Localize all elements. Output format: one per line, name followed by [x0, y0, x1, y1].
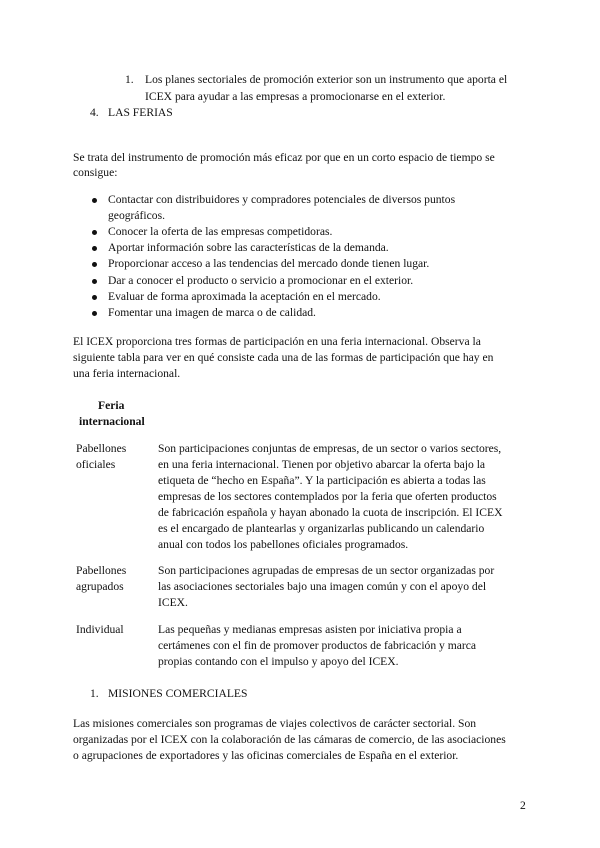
intro-item-text-line1: Los planes sectoriales de promoción exterior son un instrumento que aporta el: [145, 73, 508, 86]
paragraph-line: Las misiones comerciales son programas de viajes colectivos de carácter sectorial. Son: [73, 717, 477, 730]
table-row-label: agrupados: [76, 580, 124, 593]
list-item-text: Fomentar una imagen de marca o de calidad.: [108, 306, 316, 319]
intro-item-text-line2: ICEX para ayudar a las empresas a promocionarse en el exterior.: [145, 90, 446, 103]
table-cell-line: Son participaciones agrupadas de empresas de un sector organizadas por: [158, 564, 495, 577]
paragraph-line: una feria internacional.: [73, 367, 181, 380]
bullet-icon: [92, 246, 97, 251]
paragraph-line: organizadas por el ICEX con la colaboración de las cámaras de comercio, de las asociaciones: [73, 733, 506, 746]
list-item-text: Proporcionar acceso a las tendencias del mercado donde tienen lugar.: [108, 257, 430, 270]
table-row-label: Individual: [76, 623, 124, 636]
table-cell-line: Son participaciones conjuntas de empresas, de un sector o varios sectores,: [158, 442, 502, 455]
table-cell-line: propias contando con el impulso y apoyo del ICEX.: [158, 655, 399, 668]
table-row-label: Pabellones: [76, 442, 127, 455]
bullet-icon: [92, 230, 97, 235]
table-cell-line: empresas de los sectores contemplados por la feria que oferten productos: [158, 490, 497, 503]
table-cell-line: certámenes con el fin de promover productos de fabricación y marca: [158, 639, 477, 652]
table-header-line: internacional: [79, 415, 145, 428]
paragraph-line: siguiente tabla para ver en qué consiste cada una de las formas de participación que hay en: [73, 351, 494, 364]
paragraph-line: o agrupaciones de exportadores y las oficinas comerciales de España en el exterior.: [73, 749, 459, 762]
bullet-icon: [92, 198, 97, 203]
list-item-text: Evaluar de forma aproximada la aceptación en el mercado.: [108, 290, 381, 303]
section-number: 1.: [90, 687, 99, 700]
bullet-icon: [92, 295, 97, 300]
section-number: 4.: [90, 106, 99, 119]
table-header-line: Feria: [98, 399, 125, 412]
table-cell-line: ICEX.: [158, 596, 188, 609]
list-item-text: Conocer la oferta de las empresas competidoras.: [108, 225, 333, 238]
list-item-text: Dar a conocer el producto o servicio a promocionar en el exterior.: [108, 274, 414, 287]
list-item-text: Aportar información sobre las características de la demanda.: [108, 241, 389, 254]
list-item-text: Contactar con distribuidores y compradores potenciales de diversos puntos: [108, 193, 456, 206]
paragraph-line: El ICEX proporciona tres formas de participación en una feria internacional. Observa la: [73, 335, 481, 348]
table-cell-line: anual con todos los pabellones oficiales programados.: [158, 538, 409, 551]
table-cell-line: las asociaciones sectoriales bajo una imagen común y con el apoyo del: [158, 580, 487, 593]
intro-item-number: 1.: [125, 73, 134, 86]
section-title: MISIONES COMERCIALES: [108, 687, 248, 700]
bullet-icon: [92, 262, 97, 267]
table-row-label: Pabellones: [76, 564, 127, 577]
table-cell-line: etiqueta de “hecho en España”. Y la participación es abierta a todas las: [158, 474, 486, 487]
paragraph-line: Se trata del instrumento de promoción más eficaz por que en un corto espacio de tiempo se: [73, 151, 495, 164]
bullet-icon: [92, 279, 97, 284]
table-row-label: oficiales: [76, 458, 116, 471]
page-number: 2: [520, 799, 526, 812]
table-cell-line: de fabricación española y hayan abonado la cuota de inscripción. El ICEX: [158, 506, 503, 519]
list-item-text: geográficos.: [108, 209, 165, 222]
section-title: LAS FERIAS: [108, 106, 173, 119]
table-cell-line: es el encargado de plantearlas y organizarlas publicando un calendario: [158, 522, 485, 535]
bullet-icon: [92, 311, 97, 316]
paragraph-line: consigue:: [73, 166, 118, 179]
table-cell-line: en una feria internacional. Tienen por objetivo abarcar la oferta bajo la: [158, 458, 486, 471]
table-cell-line: Las pequeñas y medianas empresas asisten por iniciativa propia a: [158, 623, 462, 636]
